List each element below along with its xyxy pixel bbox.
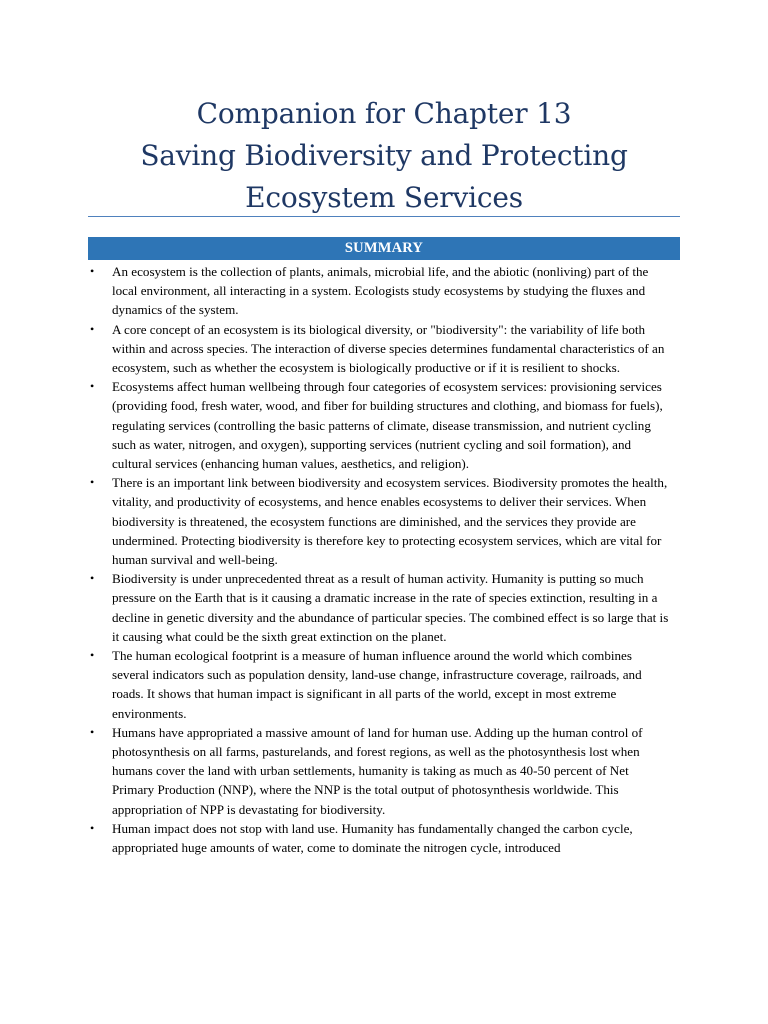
list-item bbox=[88, 569, 680, 646]
bullet-icon: • bbox=[90, 820, 95, 835]
list-item bbox=[88, 819, 680, 857]
bullet-text: Humans have appropriated a massive amount of land for human use. Adding up the human control of photosynthesis on all farms, pasturelands, and forest regions, as well as the photosynthesis lost when humans cover the land with urban settlements, humanity is taking as much as 40-50 percent of Net Primary Production (NNP), where the NNP is the total output of photosynthesis worldwide. This appropriation of NPP is devastating for biodiversity. bbox=[112, 724, 643, 817]
title-line-1: Companion for Chapter 13 bbox=[196, 97, 572, 130]
summary-bullet-list bbox=[88, 262, 680, 857]
bullet-icon: • bbox=[90, 475, 95, 490]
list-item bbox=[88, 262, 680, 320]
list-item bbox=[88, 320, 680, 378]
title-divider bbox=[88, 216, 680, 217]
bullet-text: There is an important link between biodiversity and ecosystem services. Biodiversity promotes the health, vitality, and productivity of ecosystems, and hence enables ecosystems to deliver their services. When biodiversity is threatened, the ecosystem functions are diminished, and the services they provide are undermined. Protecting biodiversity is therefore key to protecting ecosystem services, which are vital for human survival and well-being. bbox=[112, 475, 668, 568]
list-item bbox=[88, 646, 680, 723]
bullet-text: A core concept of an ecosystem is its biological diversity, or "biodiversity": the variability of life both within and across species. The interaction of diverse species determines fundamental characteristics of an ecosystem, such as whether the ecosystem is biologically productive or if it is resilient to shocks. bbox=[112, 321, 665, 376]
list-item bbox=[88, 473, 680, 569]
title-line-3: Ecosystem Services bbox=[245, 181, 523, 214]
bullet-icon: • bbox=[90, 264, 95, 278]
bullet-text: Ecosystems affect human wellbeing through four categories of ecosystem services: provisioning services (providing food, fresh water, wood, and fiber for building structures and clothing, and biomass for fuels), regulating services (controlling the basic patterns of climate, disease transmission, and nutrient cycling such as water, nitrogen, and oxygen), supporting services (nutrient cycling and soil formation), and cultural services (enhancing human values, aesthetics, and religion). bbox=[112, 379, 663, 472]
page-title bbox=[88, 93, 680, 219]
bullet-text: Human impact does not stop with land use. Humanity has fundamentally changed the carbon cycle, appropriated huge amounts of water, come to dominate the nitrogen cycle, introduced bbox=[112, 820, 633, 856]
bullet-text: Biodiversity is under unprecedented threat as a result of human activity. Humanity is putting so much pressure on the Earth that is it causing a dramatic increase in the rate of species extinction, resulting in a decline in genetic diversity and the abundance of particular species. The combined effect is so large that is it causing what could be the sixth great extinction on the planet. bbox=[112, 571, 669, 644]
title-line-2: Saving Biodiversity and Protecting bbox=[140, 139, 628, 172]
bullet-text: The human ecological footprint is a measure of human influence around the world which combines several indicators such as population density, land-use change, infrastructure coverage, railroads, and roads. It shows that human impact is significant in all parts of the world, except in most extreme environments. bbox=[112, 648, 642, 721]
bullet-icon: • bbox=[90, 724, 95, 739]
list-item bbox=[88, 377, 680, 473]
bullet-text: An ecosystem is the collection of plants, animals, microbial life, and the abiotic (nonliving) part of the local environment, all interacting in a system. Ecologists study ecosystems by studying the fluxes and dynamics of the system. bbox=[112, 264, 649, 318]
bullet-icon: • bbox=[90, 321, 95, 336]
bullet-icon: • bbox=[90, 379, 95, 394]
list-item bbox=[88, 723, 680, 819]
summary-heading: SUMMARY bbox=[88, 237, 680, 260]
bullet-icon: • bbox=[90, 648, 95, 663]
bullet-icon: • bbox=[90, 571, 95, 586]
